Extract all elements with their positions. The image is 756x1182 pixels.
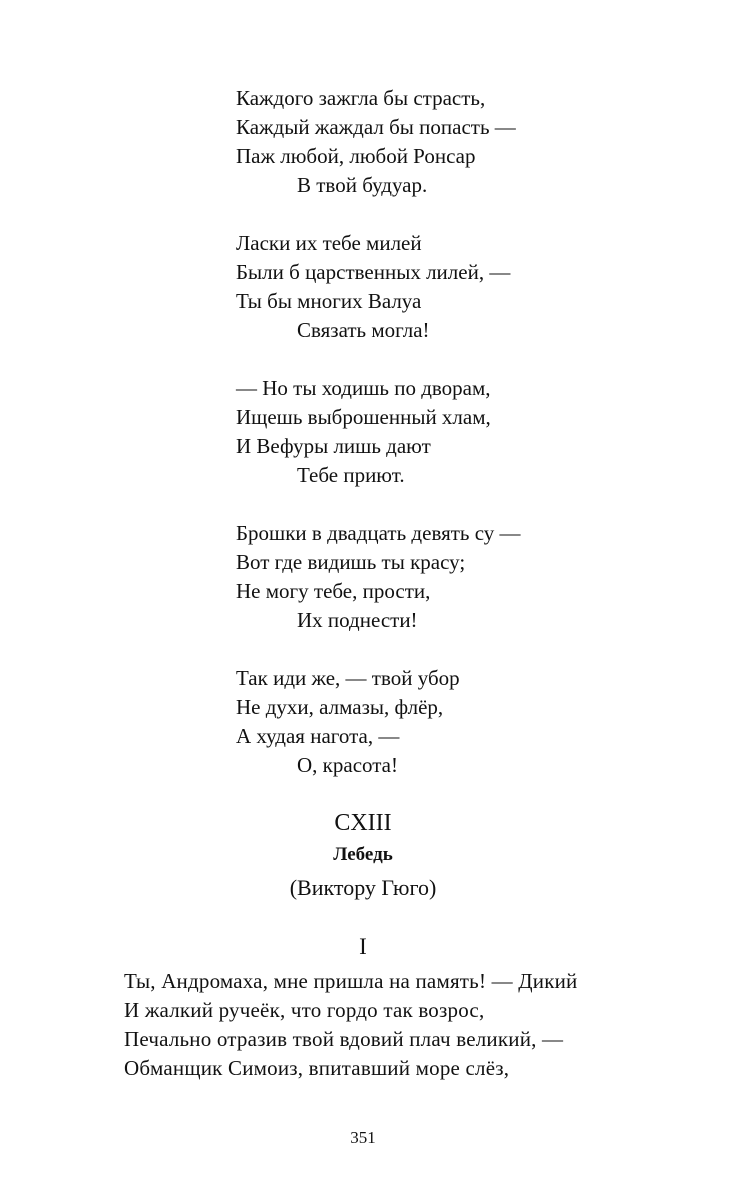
stanza-5-line-1: Так иди же, — твой убор: [236, 666, 460, 690]
stanza-2-line-2: Были б царственных лилей, —: [236, 260, 511, 284]
stanza-4-line-3: Не могу тебе, прости,: [236, 579, 431, 603]
poem2-line-2: И жалкий ручеёк, что гордо так возрос,: [124, 998, 485, 1022]
stanza-4-line-4: Их поднести!: [297, 608, 418, 632]
stanza-5-line-3: А худая нагота, —: [236, 724, 400, 748]
stanza-5-line-4: О, красота!: [297, 753, 398, 777]
stanza-2-line-3: Ты бы многих Валуа: [236, 289, 422, 313]
page-number: 351: [350, 1128, 376, 1147]
stanza-3-line-1: — Но ты ходишь по дворам,: [236, 376, 491, 400]
stanza-3-line-2: Ищешь выброшенный хлам,: [236, 405, 491, 429]
part-number: I: [359, 934, 367, 959]
poem2-line-4: Обманщик Симоиз, впитавший море слёз,: [124, 1056, 510, 1080]
poem2-line-1: Ты, Андромаха, мне пришла на память! — Дикий: [124, 969, 578, 993]
stanza-3-line-4: Тебе приют.: [297, 463, 405, 487]
stanza-1-line-3: Паж любой, любой Ронсар: [236, 144, 476, 168]
stanza-1-line-1: Каждого зажгла бы страсть,: [236, 86, 486, 110]
section-number: CXIII: [334, 810, 392, 836]
stanza-2-line-1: Ласки их тебе милей: [236, 231, 422, 255]
stanza-4-line-2: Вот где видишь ты красу;: [236, 550, 466, 574]
stanza-3-line-3: И Вефуры лишь дают: [236, 434, 431, 458]
stanza-1-line-2: Каждый жаждал бы попасть —: [236, 115, 516, 139]
stanza-5-line-2: Не духи, алмазы, флёр,: [236, 695, 444, 719]
stanza-2-line-4: Связать могла!: [297, 318, 430, 342]
poem-title: Лебедь: [333, 844, 393, 865]
stanza-1-line-4: В твой будуар.: [297, 173, 428, 197]
stanza-4-line-1: Брошки в двадцать девять су —: [236, 521, 521, 545]
poem-dedication: (Виктору Гюго): [289, 875, 437, 900]
poem2-line-3: Печально отразив твой вдовий плач великий, —: [124, 1027, 564, 1051]
